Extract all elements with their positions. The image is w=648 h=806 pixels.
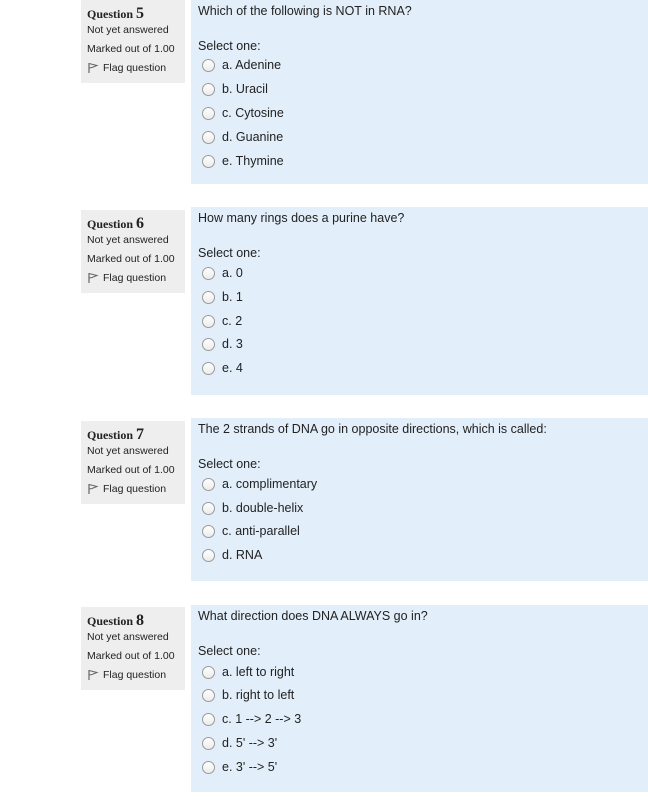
question-grade: Marked out of 1.00 <box>87 464 175 476</box>
question-text: What direction does DNA ALWAYS go in? <box>198 609 428 623</box>
answer-option-label: d. 5' --> 3' <box>222 736 278 750</box>
question-block <box>0 421 648 581</box>
answer-option-label: b. Uracil <box>222 82 268 96</box>
question-state: Not yet answered <box>87 234 169 246</box>
answer-option[interactable] <box>202 474 317 494</box>
flag-icon <box>87 483 99 495</box>
answer-option-label: c. anti-parallel <box>222 524 300 538</box>
radio-button[interactable] <box>202 291 215 304</box>
flag-question-button[interactable] <box>81 482 185 496</box>
question-label: Question <box>87 614 134 628</box>
answer-option-label: d. 3 <box>222 337 243 351</box>
radio-button[interactable] <box>202 713 215 726</box>
radio-button[interactable] <box>202 525 215 538</box>
select-one-prompt: Select one: <box>198 246 261 260</box>
answer-option-label: c. 1 --> 2 --> 3 <box>222 712 302 726</box>
answer-option-label: e. 4 <box>222 361 243 375</box>
radio-button[interactable] <box>202 338 215 351</box>
radio-button[interactable] <box>202 131 215 144</box>
question-info <box>81 421 185 504</box>
question-number <box>81 607 185 630</box>
answer-option[interactable] <box>202 358 243 378</box>
answer-option-label: d. Guanine <box>222 130 284 144</box>
question-number <box>81 421 185 444</box>
radio-button[interactable] <box>202 107 215 120</box>
question-text: The 2 strands of DNA go in opposite directions, which is called: <box>198 422 547 436</box>
radio-button[interactable] <box>202 689 215 702</box>
answer-option-label: a. complimentary <box>222 477 318 491</box>
flag-question-label: Flag question <box>103 62 167 74</box>
answer-option[interactable] <box>202 733 277 753</box>
answer-option[interactable] <box>202 498 303 518</box>
answer-option[interactable] <box>202 685 294 705</box>
answer-option[interactable] <box>202 127 283 147</box>
answer-option-label: d. RNA <box>222 548 263 562</box>
answer-option[interactable] <box>202 334 243 354</box>
select-one-prompt: Select one: <box>198 644 261 658</box>
flag-icon <box>87 62 99 74</box>
question-label: Question <box>87 217 134 231</box>
radio-button[interactable] <box>202 737 215 750</box>
answer-option[interactable] <box>202 263 243 283</box>
answer-option-label: b. double-helix <box>222 501 304 515</box>
question-number <box>81 210 185 233</box>
flag-icon <box>87 669 99 681</box>
flag-question-label: Flag question <box>103 272 167 284</box>
answer-option[interactable] <box>202 757 277 777</box>
question-grade: Marked out of 1.00 <box>87 253 175 265</box>
radio-button[interactable] <box>202 478 215 491</box>
question-content <box>191 418 648 581</box>
answer-option[interactable] <box>202 151 284 171</box>
question-label: Question <box>87 428 134 442</box>
answer-option[interactable] <box>202 545 262 565</box>
radio-button[interactable] <box>202 155 215 168</box>
question-number-value: 7 <box>136 426 145 443</box>
question-info <box>81 210 185 293</box>
question-number-value: 8 <box>136 612 145 629</box>
question-block <box>0 607 648 792</box>
question-block <box>0 210 648 395</box>
answer-option[interactable] <box>202 103 284 123</box>
answer-option-label: e. Thymine <box>222 154 284 168</box>
question-number-value: 5 <box>136 5 145 22</box>
radio-button[interactable] <box>202 315 215 328</box>
question-grade: Marked out of 1.00 <box>87 43 175 55</box>
answer-option[interactable] <box>202 287 243 307</box>
question-text: Which of the following is NOT in RNA? <box>198 4 412 18</box>
radio-button[interactable] <box>202 267 215 280</box>
flag-question-button[interactable] <box>81 668 185 682</box>
answer-option[interactable] <box>202 662 294 682</box>
answer-option-label: b. right to left <box>222 688 295 702</box>
question-grade: Marked out of 1.00 <box>87 650 175 662</box>
question-label: Question <box>87 7 134 21</box>
question-info <box>81 0 185 83</box>
question-info <box>81 607 185 690</box>
flag-icon <box>87 272 99 284</box>
answer-option[interactable] <box>202 311 242 331</box>
radio-button[interactable] <box>202 59 215 72</box>
question-state: Not yet answered <box>87 24 169 36</box>
radio-button[interactable] <box>202 83 215 96</box>
answer-option[interactable] <box>202 521 300 541</box>
flag-question-label: Flag question <box>103 483 167 495</box>
answer-option[interactable] <box>202 55 281 75</box>
radio-button[interactable] <box>202 761 215 774</box>
answer-option-label: c. Cytosine <box>222 106 284 120</box>
answer-option[interactable] <box>202 79 268 99</box>
select-one-prompt: Select one: <box>198 457 261 471</box>
flag-question-button[interactable] <box>81 61 185 75</box>
question-text: How many rings does a purine have? <box>198 211 405 225</box>
radio-button[interactable] <box>202 666 215 679</box>
radio-button[interactable] <box>202 502 215 515</box>
answer-option-label: a. 0 <box>222 266 243 280</box>
question-content <box>191 207 648 395</box>
question-content <box>191 605 648 792</box>
question-content <box>191 0 648 184</box>
radio-button[interactable] <box>202 549 215 562</box>
answer-option-label: e. 3' --> 5' <box>222 760 278 774</box>
question-state: Not yet answered <box>87 631 169 643</box>
question-state: Not yet answered <box>87 445 169 457</box>
answer-option-label: a. left to right <box>222 665 295 679</box>
answer-option[interactable] <box>202 709 301 729</box>
answer-option-label: c. 2 <box>222 314 243 328</box>
answer-option-label: b. 1 <box>222 290 243 304</box>
flag-question-label: Flag question <box>103 669 167 681</box>
flag-question-button[interactable] <box>81 271 185 285</box>
select-one-prompt: Select one: <box>198 39 261 53</box>
question-number <box>81 0 185 23</box>
question-block <box>0 0 648 184</box>
answer-option-label: a. Adenine <box>222 58 282 72</box>
radio-button[interactable] <box>202 362 215 375</box>
question-number-value: 6 <box>136 215 145 232</box>
